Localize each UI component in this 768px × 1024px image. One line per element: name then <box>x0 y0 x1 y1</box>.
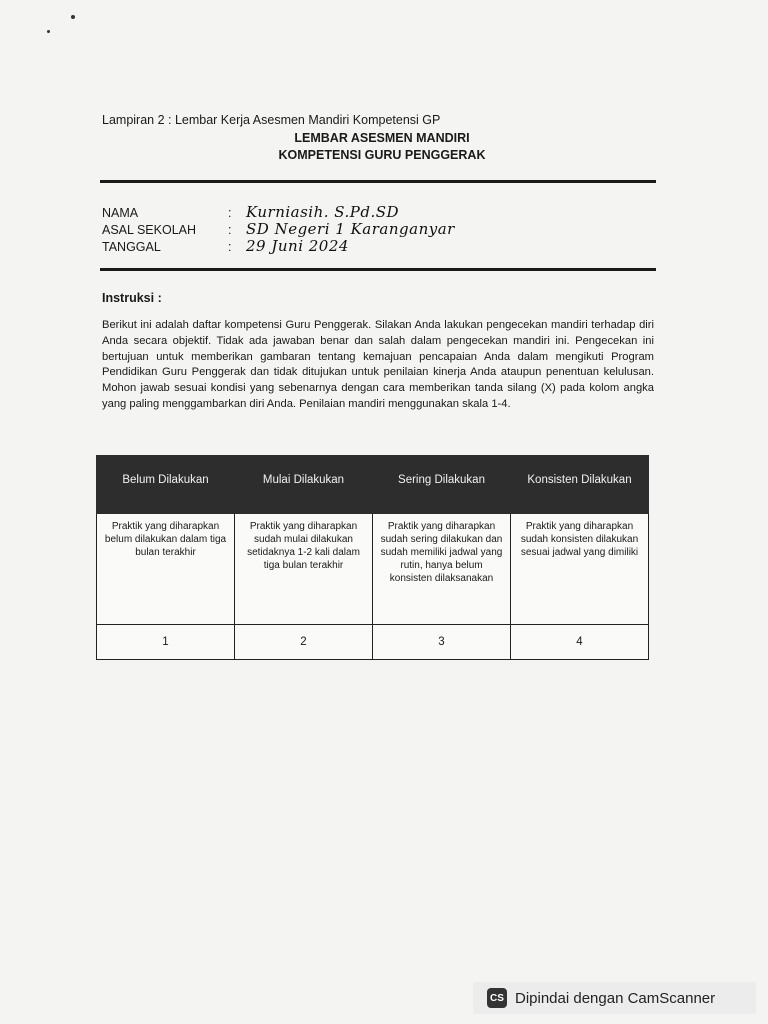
camscanner-logo-icon: CS <box>487 988 507 1008</box>
table-cell-description: Praktik yang diharapkan sudah mulai dilakukan setidaknya 1-2 kali dalam tiga bulan terakhir <box>235 514 373 625</box>
table-row <box>97 625 649 660</box>
handwritten-name: Kurniasih. S.Pd.SD <box>246 203 400 221</box>
table-cell-number: 2 <box>235 625 373 660</box>
table-cell-description: Praktik yang diharapkan sudah sering dilakukan dan sudah memiliki jadwal yang rutin, hanya belum konsisten dilaksanakan <box>373 514 511 625</box>
table-header-row <box>97 456 649 514</box>
document-title: LEMBAR ASESMEN MANDIRI <box>294 131 470 145</box>
info-row-name <box>102 203 399 221</box>
bottom-divider <box>100 268 656 271</box>
top-divider <box>100 180 656 183</box>
scan-speck <box>47 30 50 33</box>
camscanner-watermark <box>473 982 756 1014</box>
handwritten-date: 29 Juni 2024 <box>246 237 349 255</box>
instructions-heading: Instruksi : <box>102 291 162 305</box>
table-cell-number: 1 <box>97 625 235 660</box>
handwritten-school: SD Negeri 1 Karanganyar <box>246 220 455 238</box>
table-header-cell: Belum Dilakukan <box>97 456 235 514</box>
info-label: ASAL SEKOLAH <box>102 223 197 237</box>
info-label: TANGGAL <box>102 240 161 254</box>
info-row-school <box>102 220 455 238</box>
table-header-cell: Sering Dilakukan <box>373 456 511 514</box>
table-header-cell: Konsisten Dilakukan <box>511 456 649 514</box>
rating-scale-table <box>96 455 649 660</box>
info-row-date <box>102 237 349 255</box>
info-label: NAMA <box>102 206 139 220</box>
info-colon: : <box>228 240 232 254</box>
table-cell-description: Praktik yang diharapkan belum dilakukan dalam tiga bulan terakhir <box>97 514 235 625</box>
appendix-label: Lampiran 2 : Lembar Kerja Asesmen Mandiri Kompetensi GP <box>102 113 441 127</box>
info-colon: : <box>228 223 232 237</box>
scan-speck <box>71 15 75 19</box>
instructions-paragraph: Berikut ini adalah daftar kompetensi Guru Penggerak. Silakan Anda lakukan pengecekan mandiri terhadap diri Anda secara objektif. Tidak ada jawaban benar dan salah dalam pengecekan mandiri ini. Pengecekan ini bertujuan untuk memberikan gambaran tentang kemajuan pencapaian Anda dalam mengikuti Program Pendidikan Guru Penggerak dan tidak ditujukan untuk penilaian kinerja Anda ataupun penentuan kelulusan. Mohon jawab sesuai kondisi yang sebenarnya dengan cara memberikan tanda silang (X) pada kolom angka yang paling menggambarkan diri Anda. Penilaian mandiri menggunakan skala 1-4. <box>102 319 654 410</box>
document-subtitle: KOMPETENSI GURU PENGGERAK <box>278 148 486 162</box>
table-header-cell: Mulai Dilakukan <box>235 456 373 514</box>
watermark-text: Dipindai dengan CamScanner <box>515 989 716 1007</box>
table-row <box>97 514 649 625</box>
table-cell-number: 3 <box>373 625 511 660</box>
table-cell-description: Praktik yang diharapkan sudah konsisten dilakukan sesuai jadwal yang dimiliki <box>511 514 649 625</box>
info-colon: : <box>228 206 232 220</box>
table-cell-number: 4 <box>511 625 649 660</box>
